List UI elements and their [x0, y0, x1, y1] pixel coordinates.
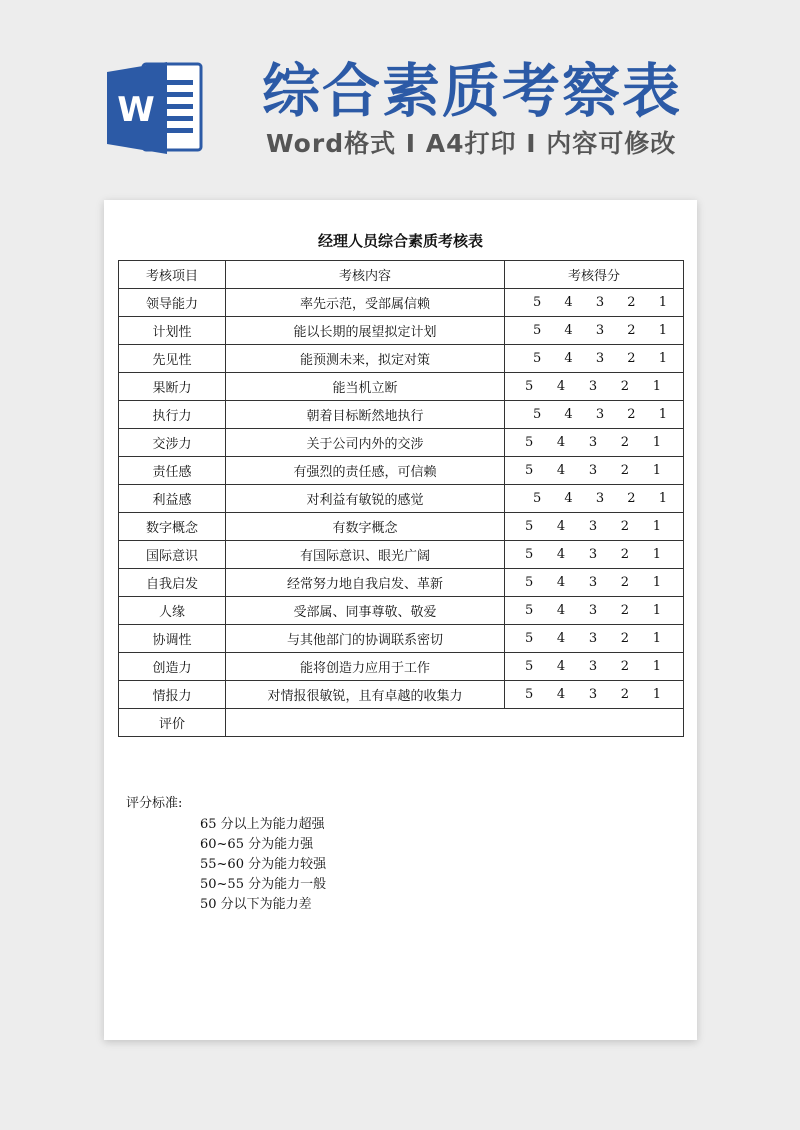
- score-scale: [505, 547, 683, 562]
- score-option[interactable]: 2: [620, 659, 630, 674]
- score-option[interactable]: 3: [588, 659, 598, 674]
- document-title: 经理人员综合素质考核表: [317, 232, 483, 250]
- score-option[interactable]: 4: [564, 407, 573, 422]
- table-row: [119, 373, 684, 401]
- score-option[interactable]: 4: [556, 659, 566, 674]
- table-row: [119, 681, 684, 709]
- score-option[interactable]: 4: [564, 351, 573, 366]
- page-subtitle: Word格式 I A4打印 I 内容可修改: [266, 129, 677, 158]
- score-scale: [505, 379, 683, 394]
- column-header-score: 考核得分: [505, 261, 684, 289]
- score-option[interactable]: 2: [627, 295, 636, 310]
- score-option[interactable]: 1: [652, 603, 661, 618]
- score-options: [505, 653, 684, 681]
- score-option[interactable]: 1: [652, 659, 661, 674]
- assessment-item: 协调性: [119, 625, 226, 653]
- table-row: [119, 625, 684, 653]
- assessment-content: 有国际意识、眼光广阔: [226, 541, 505, 569]
- assessment-item: 人缘: [119, 597, 226, 625]
- document-page: [104, 200, 697, 1040]
- score-options: [505, 485, 684, 513]
- score-option[interactable]: 2: [620, 547, 630, 562]
- score-option[interactable]: 4: [564, 491, 573, 506]
- assessment-content: 率先示范，受部属信赖: [226, 289, 505, 317]
- assessment-item: 计划性: [119, 317, 226, 345]
- evaluation-label: 评价: [119, 709, 226, 737]
- score-option[interactable]: 1: [658, 295, 667, 310]
- score-option[interactable]: 3: [588, 575, 598, 590]
- score-option[interactable]: 3: [588, 463, 598, 478]
- score-option[interactable]: 4: [556, 379, 566, 394]
- criteria-list: [200, 815, 326, 915]
- score-scale: [505, 463, 683, 478]
- score-option[interactable]: 3: [588, 547, 598, 562]
- score-option[interactable]: 5: [525, 659, 534, 674]
- assessment-content: 经常努力地自我启发、革新: [226, 569, 505, 597]
- score-scale: [505, 575, 683, 590]
- score-option[interactable]: 4: [556, 463, 566, 478]
- word-icon-letter: W: [117, 90, 155, 130]
- assessment-item: 先见性: [119, 345, 226, 373]
- score-option[interactable]: 3: [588, 379, 598, 394]
- score-option[interactable]: 5: [533, 323, 542, 338]
- table-row: [119, 541, 684, 569]
- evaluation-row: [119, 709, 684, 737]
- score-options: [505, 625, 684, 653]
- score-option[interactable]: 1: [658, 407, 667, 422]
- score-option[interactable]: 5: [525, 435, 534, 450]
- criteria-item: 55~60 分为能力较强: [200, 857, 327, 872]
- score-option[interactable]: 4: [556, 603, 566, 618]
- score-options: [505, 345, 684, 373]
- score-options: [505, 541, 684, 569]
- score-scale: [505, 631, 683, 646]
- criteria-item: 60~65 分为能力强: [200, 837, 314, 852]
- score-scale: [505, 687, 683, 702]
- score-option[interactable]: 5: [525, 379, 534, 394]
- table-row: [119, 401, 684, 429]
- score-option[interactable]: 3: [588, 519, 598, 534]
- assessment-content: 受部属、同事尊敬、敬爱: [226, 597, 505, 625]
- assessment-item: 责任感: [119, 457, 226, 485]
- assessment-item: 交涉力: [119, 429, 226, 457]
- assessment-content: 有数字概念: [226, 513, 505, 541]
- score-scale: [505, 295, 683, 310]
- table-row: [119, 345, 684, 373]
- score-options: [505, 457, 684, 485]
- score-option[interactable]: 5: [525, 463, 534, 478]
- score-options: [505, 569, 684, 597]
- assessment-item: 自我启发: [119, 569, 226, 597]
- score-option[interactable]: 5: [525, 603, 534, 618]
- score-option[interactable]: 3: [595, 295, 605, 310]
- evaluation-field[interactable]: [226, 709, 684, 737]
- table-row: [119, 485, 684, 513]
- score-option[interactable]: 4: [556, 575, 566, 590]
- score-option[interactable]: 5: [533, 491, 542, 506]
- assessment-content: 能以长期的展望拟定计划: [226, 317, 505, 345]
- column-header-content: 考核内容: [226, 261, 505, 289]
- score-option[interactable]: 2: [620, 463, 630, 478]
- score-option[interactable]: 2: [627, 323, 636, 338]
- score-option[interactable]: 4: [556, 631, 566, 646]
- assessment-content: 朝着目标断然地执行: [226, 401, 505, 429]
- score-option[interactable]: 1: [652, 463, 661, 478]
- score-option[interactable]: 1: [652, 547, 661, 562]
- header: [0, 0, 800, 200]
- score-option[interactable]: 3: [595, 323, 605, 338]
- assessment-item: 创造力: [119, 653, 226, 681]
- table-header-row: [119, 261, 684, 289]
- score-option[interactable]: 2: [620, 575, 630, 590]
- criteria-label: 评分标准:: [126, 796, 183, 811]
- score-option[interactable]: 5: [533, 407, 542, 422]
- score-option[interactable]: 2: [620, 631, 630, 646]
- assessment-content: 能将创造力应用于工作: [226, 653, 505, 681]
- assessment-item: 领导能力: [119, 289, 226, 317]
- assessment-content: 能预测未来，拟定对策: [226, 345, 505, 373]
- assessment-item: 执行力: [119, 401, 226, 429]
- score-option[interactable]: 1: [658, 351, 667, 366]
- score-option[interactable]: 1: [652, 687, 661, 702]
- score-option[interactable]: 5: [525, 631, 534, 646]
- score-option[interactable]: 2: [627, 491, 636, 506]
- assessment-item: 国际意识: [119, 541, 226, 569]
- score-option[interactable]: 3: [595, 407, 605, 422]
- score-options: [505, 597, 684, 625]
- score-options: [505, 289, 684, 317]
- score-option[interactable]: 1: [652, 575, 661, 590]
- word-document-icon: [105, 58, 205, 158]
- assessment-content: 与其他部门的协调联系密切: [226, 625, 505, 653]
- score-option[interactable]: 1: [652, 435, 661, 450]
- score-option[interactable]: 4: [556, 687, 566, 702]
- score-option[interactable]: 5: [525, 687, 534, 702]
- table-row: [119, 317, 684, 345]
- score-scale: [505, 519, 683, 534]
- score-option[interactable]: 3: [588, 687, 598, 702]
- score-options: [505, 401, 684, 429]
- assessment-content: 对情报很敏锐，且有卓越的收集力: [226, 681, 505, 709]
- score-options: [505, 429, 684, 457]
- score-scale: [505, 323, 683, 338]
- score-option[interactable]: 2: [627, 351, 636, 366]
- score-scale: [505, 435, 683, 450]
- scoring-criteria: [126, 792, 326, 915]
- assessment-content: 能当机立断: [226, 373, 505, 401]
- score-option[interactable]: 3: [595, 351, 605, 366]
- score-option[interactable]: 1: [658, 323, 667, 338]
- score-options: [505, 681, 684, 709]
- criteria-item: 65 分以上为能力超强: [200, 817, 325, 832]
- score-option[interactable]: 2: [620, 379, 630, 394]
- assessment-content: 有强烈的责任感，可信赖: [226, 457, 505, 485]
- assessment-content: 对利益有敏锐的感觉: [226, 485, 505, 513]
- assessment-item: 利益感: [119, 485, 226, 513]
- table-row: [119, 429, 684, 457]
- score-option[interactable]: 5: [525, 519, 534, 534]
- score-option[interactable]: 2: [627, 407, 636, 422]
- score-option[interactable]: 1: [658, 491, 667, 506]
- assessment-table: [118, 260, 684, 737]
- table-row: [119, 513, 684, 541]
- score-option[interactable]: 5: [533, 351, 542, 366]
- table-row: [119, 289, 684, 317]
- column-header-item: 考核项目: [119, 261, 226, 289]
- table-row: [119, 653, 684, 681]
- score-option[interactable]: 3: [595, 491, 605, 506]
- score-option[interactable]: 3: [588, 603, 598, 618]
- assessment-content: 关于公司内外的交涉: [226, 429, 505, 457]
- criteria-item: 50 分以下为能力差: [200, 897, 312, 912]
- score-option[interactable]: 1: [652, 519, 661, 534]
- score-scale: [505, 407, 683, 422]
- criteria-item: 50~55 分为能力一般: [200, 877, 327, 892]
- assessment-item: 情报力: [119, 681, 226, 709]
- score-options: [505, 317, 684, 345]
- score-option[interactable]: 2: [620, 687, 630, 702]
- score-option[interactable]: 4: [556, 435, 566, 450]
- table-row: [119, 597, 684, 625]
- assessment-item: 数字概念: [119, 513, 226, 541]
- score-options: [505, 373, 684, 401]
- score-option[interactable]: 5: [533, 295, 542, 310]
- score-option[interactable]: 5: [525, 575, 534, 590]
- score-option[interactable]: 5: [525, 547, 534, 562]
- score-options: [505, 513, 684, 541]
- assessment-item: 果断力: [119, 373, 226, 401]
- score-scale: [505, 491, 683, 506]
- score-option[interactable]: 4: [564, 323, 573, 338]
- score-option[interactable]: 3: [588, 435, 598, 450]
- score-option[interactable]: 4: [556, 547, 566, 562]
- score-scale: [505, 603, 683, 618]
- score-option[interactable]: 2: [620, 519, 630, 534]
- score-option[interactable]: 2: [620, 435, 630, 450]
- score-option[interactable]: 4: [564, 295, 573, 310]
- score-scale: [505, 351, 683, 366]
- page-title: 综合素质考察表: [262, 57, 683, 125]
- score-option[interactable]: 1: [652, 379, 661, 394]
- score-option[interactable]: 2: [620, 603, 630, 618]
- score-option[interactable]: 1: [652, 631, 661, 646]
- table-row: [119, 457, 684, 485]
- score-option[interactable]: 4: [556, 519, 566, 534]
- score-scale: [505, 659, 683, 674]
- score-option[interactable]: 3: [588, 631, 598, 646]
- table-row: [119, 569, 684, 597]
